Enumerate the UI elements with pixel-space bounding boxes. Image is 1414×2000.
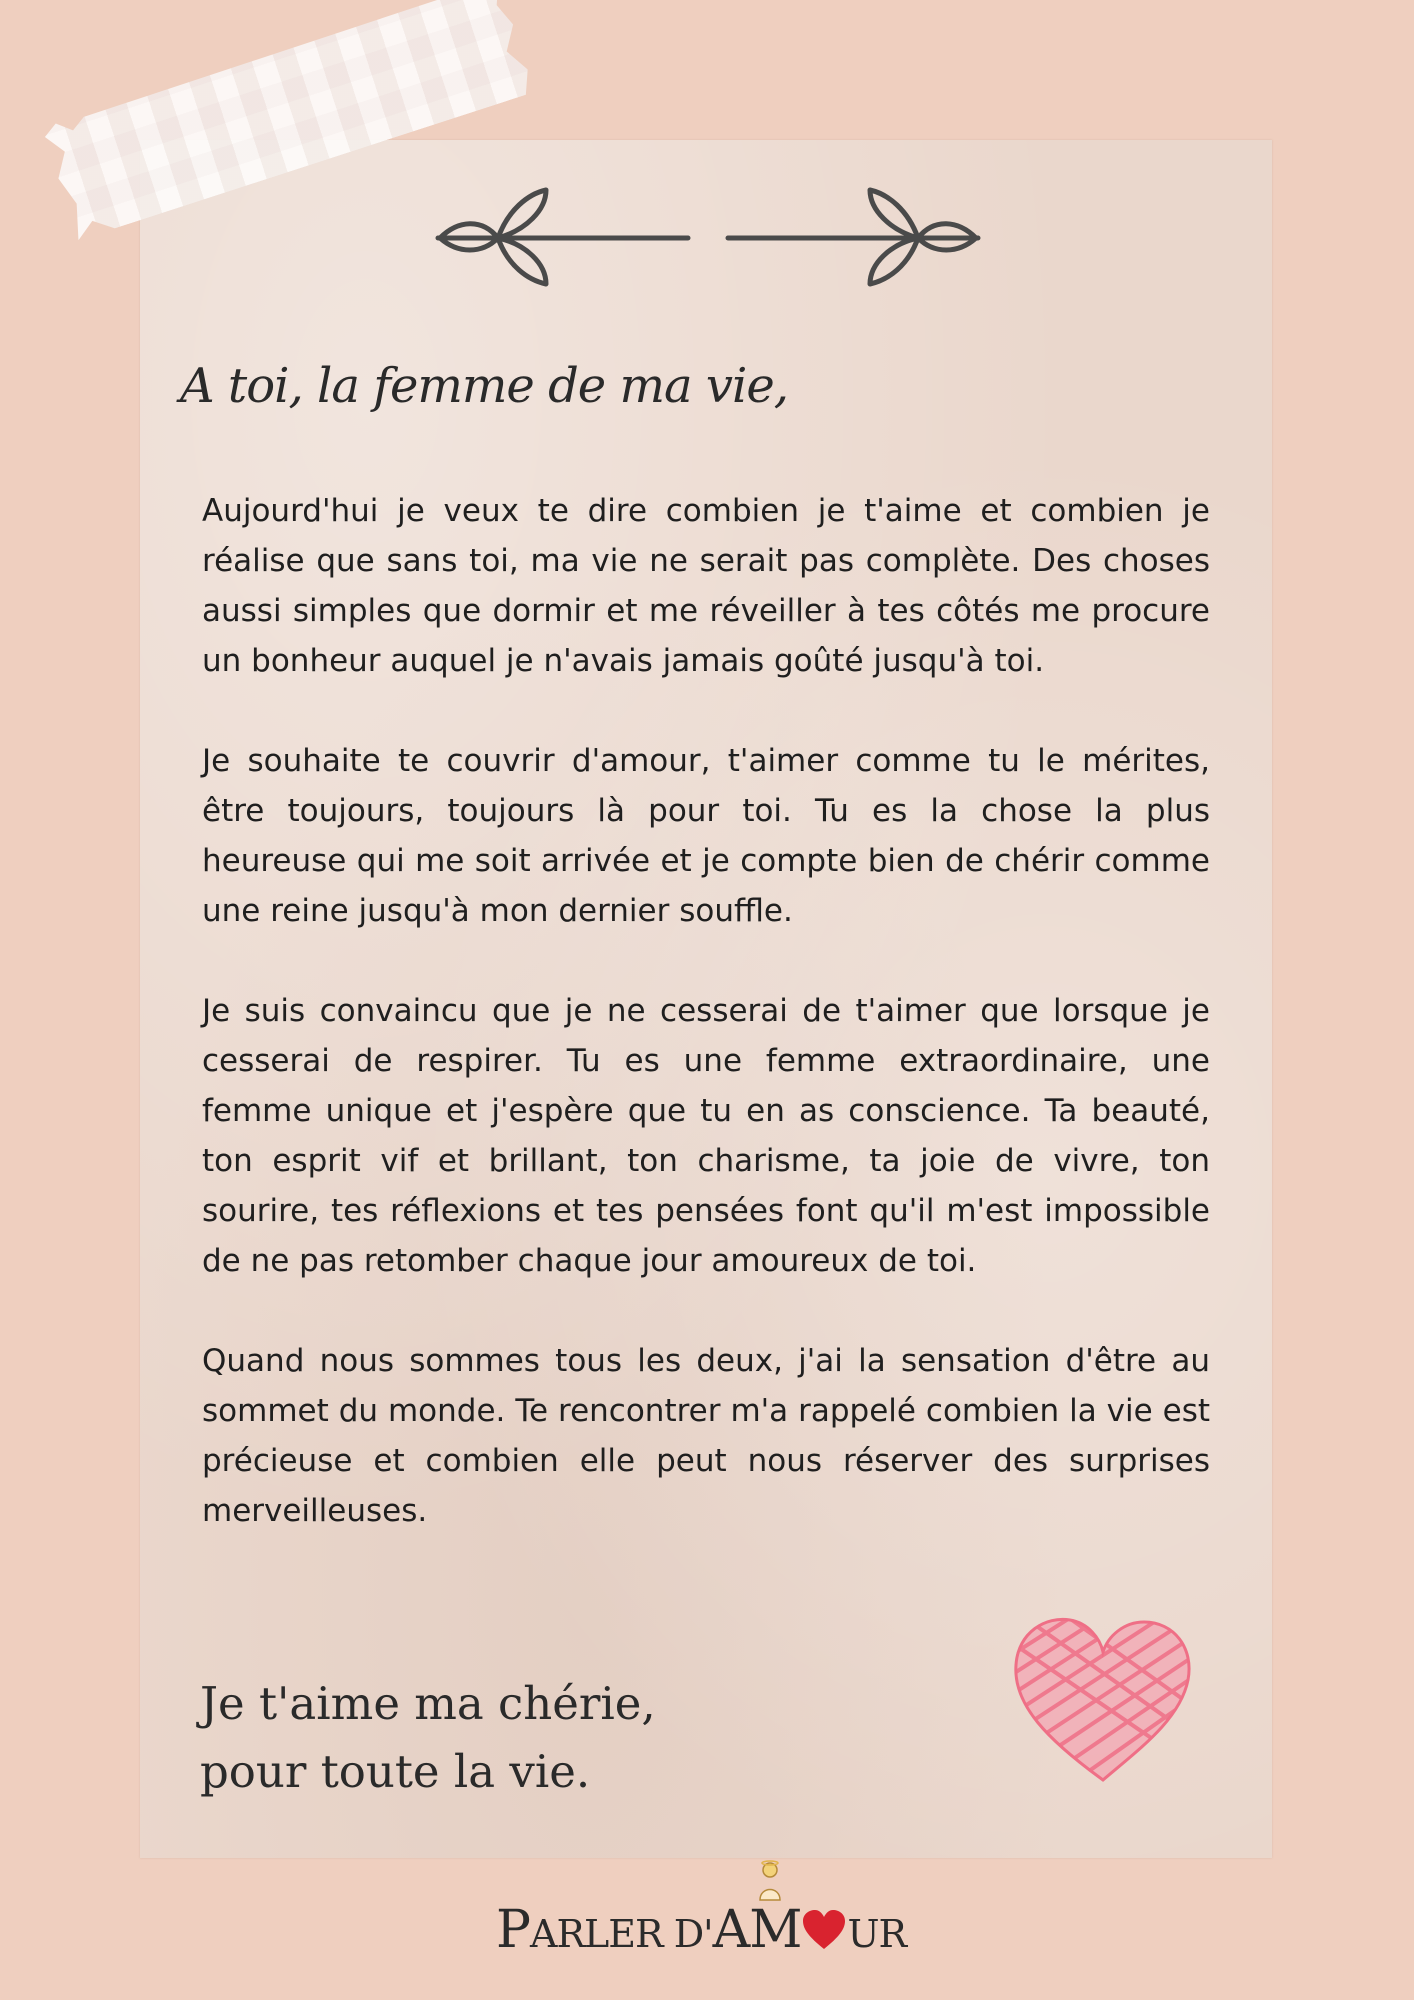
letter-closing: Je t'aime ma chérie, pour toute la vie. [200, 1677, 656, 1798]
letter-body [202, 486, 1210, 1586]
parler-damour-logo [490, 1860, 907, 1970]
letter-greeting: A toi, la femme de ma vie, [180, 358, 788, 414]
letter-paragraph-3: Je suis convaincu que je ne cesserai de t'aimer que lorsque je cesserai de respirer. Tu es une femme extraordinaire, une femme unique et j'espère que tu en as conscience. Ta beauté, ton esprit vif et brillant, ton charisme, ta joie de vivre, ton sourire, tes réflexions et tes pensées font qu'il m'est impossible de ne pas retomber chaque jour amoureux de toi. [202, 993, 1210, 1279]
logo-text-arler: ARLER D' [530, 1912, 713, 1956]
logo-text-ur: UR [847, 1912, 907, 1956]
letter-paragraph-2: Je souhaite te couvrir d'amour, t'aimer comme tu le mérites, être toujours, toujours là pour toi. Tu es la chose la plus heureuse qui me soit arrivée et je compte bien de chérir comme une reine jusqu'à mon dernier souffle. [202, 743, 1210, 929]
logo-text-am: AM [712, 1900, 802, 1960]
letter-paragraph-1: Aujourd'hui je veux te dire combien je t'aime et combien je réalise que sans toi, ma vie ne serait pas complète. Des choses aussi simples que dormir et me réveiller à tes côtés me procure un bonheur auquel je n'avais jamais goûté jusqu'à toi. [202, 493, 1210, 679]
letter-paragraph-4: Quand nous sommes tous les deux, j'ai la sensation d'être au sommet du monde. Te rencontrer m'a rappelé combien la vie est précieuse et combien elle peut nous réserver des surprises merveilleuses. [202, 1343, 1210, 1529]
leaf-arrow-divider-icon [418, 180, 998, 290]
scribble-heart-icon [1008, 1610, 1198, 1790]
heart-icon [801, 1909, 847, 1951]
logo-text-p: P [496, 1900, 530, 1960]
